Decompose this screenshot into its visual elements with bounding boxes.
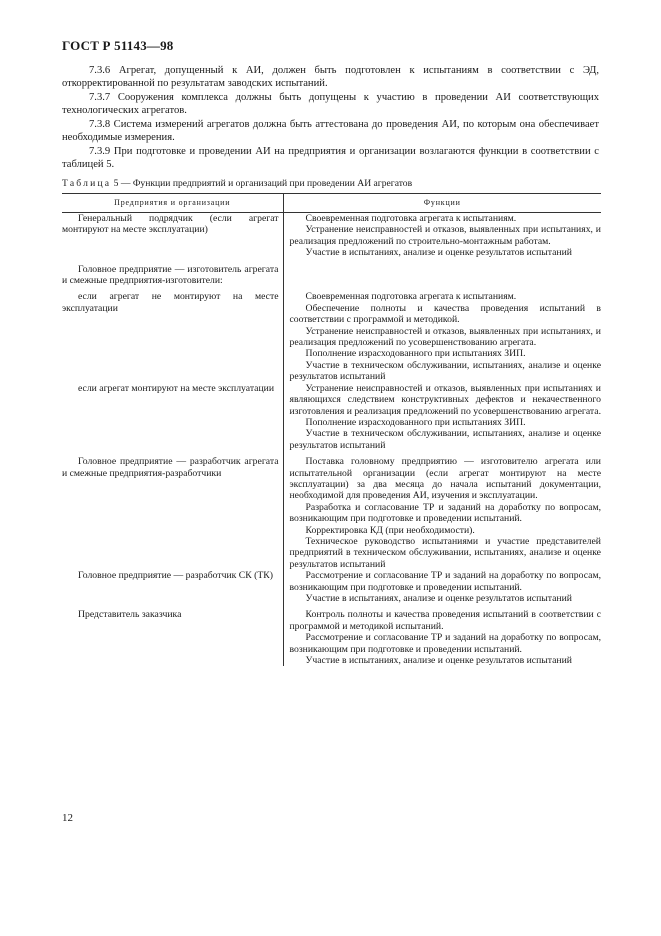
function-item: Техническое руководство испытаниями и участие представителей предприятий в техническом обслуживании, испытаниях, анализе и оценке результатов испытаний [289, 535, 601, 570]
table-row [62, 570, 601, 609]
table-row [62, 213, 601, 264]
function-item: Своевременная подготовка агрегата к испытаниям. [305, 213, 517, 224]
function-item: Рассмотрение и согласование ТР и заданий на доработку по вопросам, возникающим при подготовке и проведении испытаний. [289, 570, 601, 593]
column-header-organizations: Предприятия и организации [62, 194, 283, 213]
function-item: Своевременная подготовка агрегата к испытаниям. [305, 291, 517, 303]
paragraph-7-3-8: 7.3.8 Система измерений агрегатов должна быть аттестована до проведения АИ, по которым она обеспечивает необходимые измерения. [62, 119, 599, 144]
page-number: 12 [62, 812, 73, 824]
function-item: Участие в техническом обслуживании, испытаниях, анализе и оценке результатов испытаний [289, 359, 601, 383]
table-row [62, 609, 601, 666]
paragraph-7-3-6: 7.3.6 Агрегат, допущенный к АИ, должен быть подготовлен к испытаниям в соответствии с ЭД, откорректированной по результатам заводских испытаний. [62, 65, 599, 90]
org-head-manufacturer: Головное предприятие — изготовитель агрегата и смежные предприятия-изготовители: [62, 263, 279, 287]
table-caption-label: Таблица [62, 178, 112, 189]
org-sk-developer: Головное предприятие — разработчик СК (ТК) [78, 570, 273, 582]
table-row [62, 264, 601, 292]
org-head-developer: Головное предприятие — разработчик агрегата и смежные предприятия-разработчики [62, 456, 279, 479]
function-item: Разработка и согласование ТР и заданий на доработку по вопросам, возникающим при подготовке и проведении испытаний. [289, 501, 601, 525]
paragraph-7-3-7: 7.3.7 Сооружения комплекса должны быть допущены к участию в проведении АИ соответствующих технологических агрегатов. [62, 92, 599, 117]
org-general-contractor: Генеральный подрядчик (если агрегат монтируют на месте эксплуатации) [62, 213, 279, 236]
function-item: Участие в испытаниях, анализе и оценке результатов испытаний [305, 655, 572, 667]
org-not-mounted: если агрегат не монтируют на месте эксплуатации [62, 291, 279, 314]
table-row [62, 456, 601, 570]
org-mounted: если агрегат монтируют на месте эксплуатации [78, 382, 275, 394]
table-row [62, 291, 601, 382]
function-item: Участие в испытаниях, анализе и оценке результатов испытаний [305, 247, 572, 259]
function-item: Корректировка КД (при необходимости). [305, 524, 475, 536]
function-item: Контроль полноты и качества проведения испытаний в соответствии с программой и методикой испытаний. [289, 609, 601, 632]
function-item: Поставка головному предприятию — изготовителю агрегата или испытательной организации (если агрегат монтируют на месте эксплуатации) за два месяца до начала испытаний документации, необходимой для проведения АИ, изучения и эксплуатации. [289, 456, 601, 502]
document-header: ГОСТ Р 51143—98 [62, 38, 174, 53]
paragraph-7-3-9: 7.3.9 При подготовке и проведении АИ на предприятия и организации возлагаются функции в соответствии с таблицей 5. [62, 146, 599, 171]
table-caption-text: 5 — Функции предприятий и организаций при проведении АИ агрегатов [113, 178, 413, 189]
function-item: Пополнение израсходованного при испытаниях ЗИП. [305, 348, 526, 360]
column-header-functions: Функции [283, 194, 601, 213]
function-item: Участие в испытаниях, анализе и оценке результатов испытаний [305, 593, 572, 604]
function-item: Устранение неисправностей и отказов, выявленных при испытаниях, и реализация предложений по усовершенствованию агрегата. [289, 325, 601, 349]
function-item: Устранение неисправностей и отказов, выявленных при испытаниях, и реализация предложений по строительно-монтажным работам. [289, 224, 601, 247]
table-header-row [62, 194, 601, 213]
org-customer-representative: Представитель заказчика [78, 609, 182, 621]
function-item: Устранение неисправностей и отказов, выявленных при испытаниях и являющихся следствием конструктивных дефектов и некачественного изготовления и реализация предложений по усовершенствованию агрегата. [289, 382, 601, 417]
function-item: Участие в техническом обслуживании, испытаниях, анализе и оценке результатов испытаний [289, 428, 601, 451]
functions-table [62, 193, 601, 666]
table-row [62, 383, 601, 456]
function-item: Пополнение израсходованного при испытаниях ЗИП. [305, 416, 526, 428]
table-caption [62, 178, 602, 189]
function-item: Обеспечение полноты и качества проведения испытаний в соответствии с программой и методикой. [289, 302, 601, 326]
function-item: Рассмотрение и согласование ТР и заданий на доработку по вопросам, возникающим при подготовке и проведении испытаний. [289, 632, 601, 655]
